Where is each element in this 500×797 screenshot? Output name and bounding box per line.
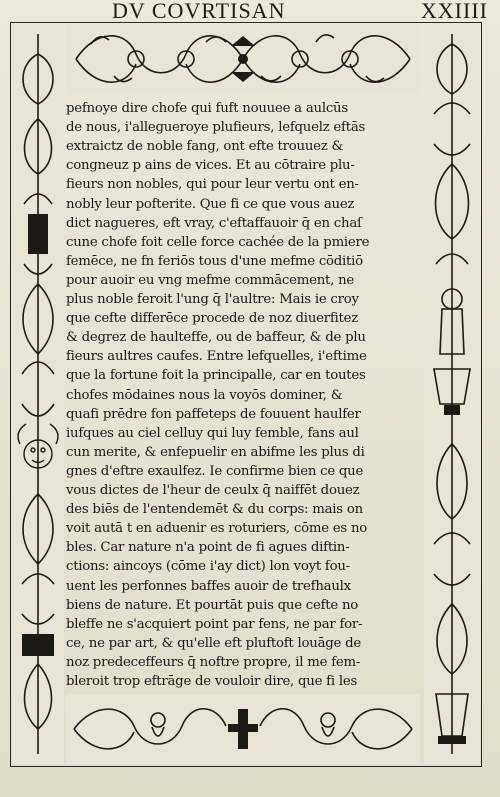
text-line: cune chofe foit celle force cachée de la pmiere xyxy=(66,234,370,250)
text-line: de nous, i'allegueroye plufieurs, lefquelz eftās xyxy=(66,120,366,136)
text-line: bleroit trop eftrāge de vouloir dire, que fi les xyxy=(66,674,358,689)
text-line: que cefte differēce procede de noz diuerfitez xyxy=(66,311,358,327)
text-line: quafi prēdre fon paffeteps de fouuent haulfer xyxy=(66,406,361,422)
text-line: plus noble feroit l'ung q̄ l'aultre: Mais ie croy xyxy=(66,292,359,307)
text-line: gnes d'eftre exaulfez. Ie confirme bien ce que xyxy=(66,463,364,479)
left-ornament-column xyxy=(12,24,64,764)
text-line: extraictz de noble fang, ont efte trouuez & xyxy=(66,139,344,155)
text-line: iufques au ciel celluy qui luy femble, fans aul xyxy=(66,425,359,441)
text-line: chofes mōdaines nous la voyōs dominer, & xyxy=(66,387,343,403)
text-line: noz predeceffeurs q̄ noftre propre, il me fem- xyxy=(66,654,361,670)
right-ornament-column xyxy=(424,24,480,764)
text-line: que la fortune foit la principalle, car en toutes xyxy=(66,368,366,384)
text-line: bles. Car nature n'a point de fi agues diftin- xyxy=(66,540,350,556)
text-line: cun merite, & enfepuelir en abifme les plus di xyxy=(66,444,365,460)
text-line: dict nagueres, eft vray, c'eftaffauoir q̄ en chaſ xyxy=(66,215,362,231)
top-ornament-band xyxy=(66,24,420,94)
running-head xyxy=(0,0,500,24)
text-line: bleffe ne s'acquiert point par fens, ne par for- xyxy=(66,616,363,632)
text-line: des biēs de l'entendemēt & du corps: mais on xyxy=(66,502,363,518)
body-text xyxy=(66,98,420,688)
text-line: congneuz p ains de vices. Et au cōtraire plu- xyxy=(66,158,355,174)
text-line: ctions: aincoys (cōme i'ay dict) lon voyt fou- xyxy=(66,559,350,575)
running-title: DV COVRTISAN xyxy=(112,0,286,23)
text-line: & degrez de haulteffe, ou de baffeur, & de plu xyxy=(66,330,366,346)
text-line: fieurs aultres caufes. Entre lefquelles, i'eftime xyxy=(66,349,367,365)
text-line: vous dictes de l'heur de ceulx q̄ naiffēt douez xyxy=(66,483,360,498)
text-line: ce, ne par art, & qu'elle eft pluftoft louāge de xyxy=(66,635,361,651)
text-line: pefnoye dire chofe qui fuft nouuee a aulcūs xyxy=(66,101,348,116)
text-line: nobly leur pofterite. Que fi ce que vous auez xyxy=(66,196,355,212)
bottom-ornament-band xyxy=(66,694,420,764)
text-line: femēce, ne fn feriōs tous d'une mefme cōditiō xyxy=(66,253,363,269)
folio-number: XXIIII xyxy=(420,0,488,23)
text-line: pour auoir eu vng mefme commācement, ne xyxy=(66,272,355,288)
text-line: uent les perfonnes baffes auoir de trefhaulx xyxy=(66,578,351,594)
text-line: voit autā t en aduenir es roturiers, cōme es no xyxy=(66,521,368,537)
text-line: fieurs non nobles, qui pour leur vertu ont en- xyxy=(66,177,359,193)
text-line: biens de nature. Et pourtāt puis que cefte no xyxy=(66,597,359,613)
